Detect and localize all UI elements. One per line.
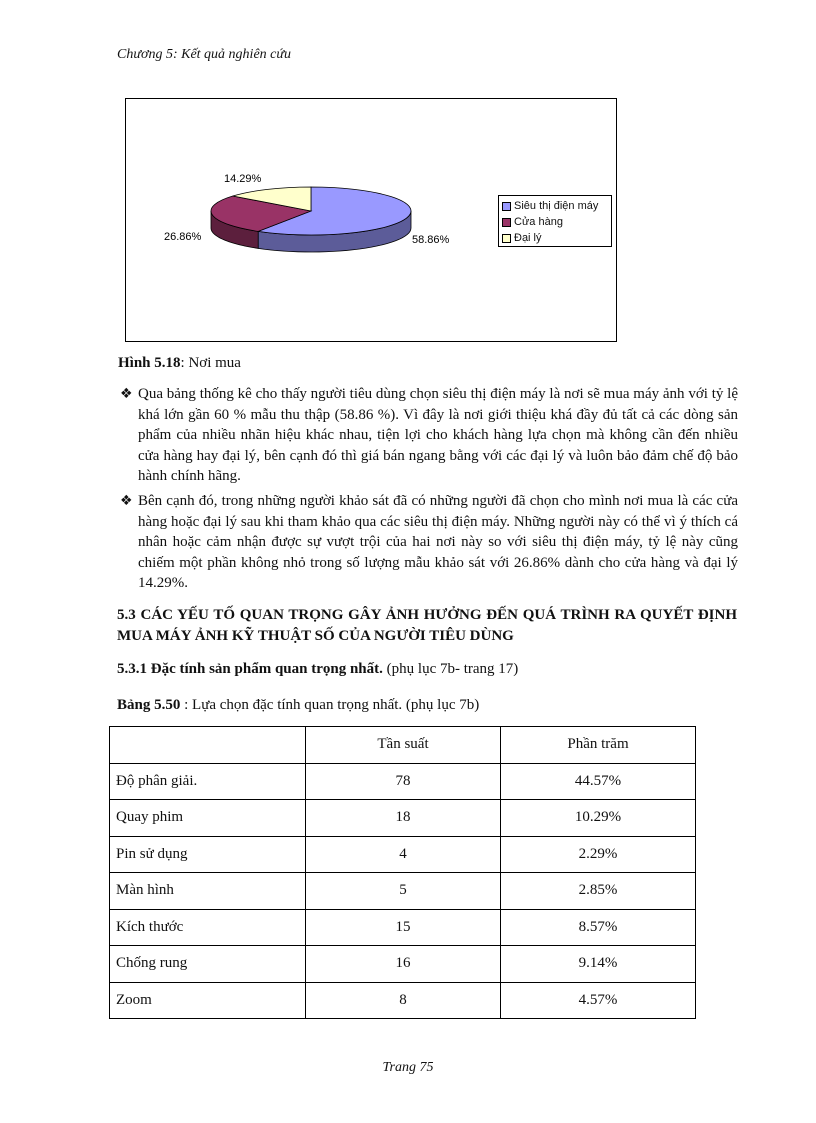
figure-caption-text: : Nơi mua: [180, 355, 241, 371]
figure-caption: [118, 355, 241, 372]
pie-label-cua-hang: 26.86%: [164, 231, 202, 243]
table-caption-text: : Lựa chọn đặc tính quan trọng nhất. (phụ lục 7b): [180, 697, 480, 713]
table-cell: 10.29%: [501, 800, 696, 837]
data-table: [109, 726, 696, 1019]
bullet-icon: ❖: [120, 493, 133, 509]
table-row: [110, 800, 696, 837]
table-cell: Kích thước: [110, 909, 306, 946]
chart-legend: [498, 195, 612, 247]
table-cell: 78: [306, 763, 501, 800]
legend-item: [502, 230, 611, 246]
legend-label: Cửa hàng: [514, 216, 563, 228]
table-cell: 18: [306, 800, 501, 837]
table-header-cell: [110, 727, 306, 764]
table-header-cell: Phần trăm: [501, 727, 696, 764]
subheading-title: 5.3.1 Đặc tính sản phẩm quan trọng nhất.: [117, 661, 383, 677]
table-cell: 4.57%: [501, 982, 696, 1019]
paragraph-2: [120, 491, 738, 594]
pie-label-dai-ly: 14.29%: [224, 173, 262, 185]
table-cell: Chống rung: [110, 946, 306, 983]
table-header-cell: Tần suất: [306, 727, 501, 764]
table-cell: 2.85%: [501, 873, 696, 910]
table-header-row: [110, 727, 696, 764]
table-row: [110, 873, 696, 910]
legend-item: [502, 214, 611, 230]
table-caption: [117, 697, 479, 714]
table-row: [110, 763, 696, 800]
table-cell: Quay phim: [110, 800, 306, 837]
paragraph-text: Qua bảng thống kê cho thấy người tiêu dùng chọn siêu thị điện máy là nơi sẽ mua máy ảnh với tỷ lệ khá lớn gần 60 % mẫu thu thập (58.86 %). Vì đây là nơi giới thiệu khá đầy đủ tất cả các dòng sản phẩm của nhiều nhãn hiệu khác nhau, tiện lợi cho khách hàng lựa chọn mà không cần đến nhiều cửa hàng hay đại lý, bên cạnh đó thì giá bán ngang bằng với các đại lý và luôn bảo đảm chế độ bảo hành chính hãng.: [138, 386, 738, 484]
table-cell: 4: [306, 836, 501, 873]
table-cell: 16: [306, 946, 501, 983]
table-row: [110, 836, 696, 873]
table-cell: 44.57%: [501, 763, 696, 800]
legend-swatch: [502, 234, 511, 243]
table-cell: 15: [306, 909, 501, 946]
table-cell: 8.57%: [501, 909, 696, 946]
table-cell: 8: [306, 982, 501, 1019]
paragraph-text: Bên cạnh đó, trong những người khảo sát đã có những người đã chọn cho mình nơi mua là các cửa hàng hoặc đại lý sau khi tham khảo qua các siêu thị điện máy. Những người này có thể vì ý thích cá nhân hoặc cảm nhận được sự vượt trội của hai nơi này so với siêu thị điện máy, tỷ lệ này cũng chiếm một phần không nhỏ trong số lượng mẫu khảo sát với 26.86% dành cho cửa hàng và đại lý 14.29%.: [138, 493, 738, 591]
legend-label: Siêu thị điện máy: [514, 200, 599, 212]
table-cell: 9.14%: [501, 946, 696, 983]
legend-swatch: [502, 218, 511, 227]
subheading-note: (phụ lục 7b- trang 17): [382, 661, 519, 677]
pie-chart: [125, 98, 617, 342]
pie-label-sieu-thi: 58.86%: [412, 234, 450, 246]
table-row: [110, 909, 696, 946]
table-cell: Màn hình: [110, 873, 306, 910]
table-caption-label: Bảng 5.50: [117, 697, 181, 713]
legend-swatch: [502, 202, 511, 211]
legend-label: Đại lý: [514, 232, 542, 244]
table-cell: 2.29%: [501, 836, 696, 873]
table-cell: Độ phân giải.: [110, 763, 306, 800]
table-row: [110, 946, 696, 983]
page-header: Chương 5: Kết quả nghiên cứu: [117, 47, 292, 62]
subheading: [117, 661, 518, 678]
paragraph-1: [120, 384, 738, 487]
table-cell: 5: [306, 873, 501, 910]
figure-caption-label: Hình 5.18: [118, 355, 181, 371]
table-cell: Zoom: [110, 982, 306, 1019]
table-row: [110, 982, 696, 1019]
bullet-icon: ❖: [120, 386, 133, 402]
section-heading: 5.3 CÁC YẾU TỐ QUAN TRỌNG GÂY ẢNH HƯỞNG ĐẾN QUÁ TRÌNH RA QUYẾT ĐỊNH MUA MÁY ẢNH KỸ THUẬT SỐ CỦA NGƯỜI TIÊU DÙNG: [117, 607, 737, 644]
legend-item: [502, 198, 611, 214]
page-number: Trang 75: [382, 1060, 434, 1075]
table-cell: Pin sử dụng: [110, 836, 306, 873]
